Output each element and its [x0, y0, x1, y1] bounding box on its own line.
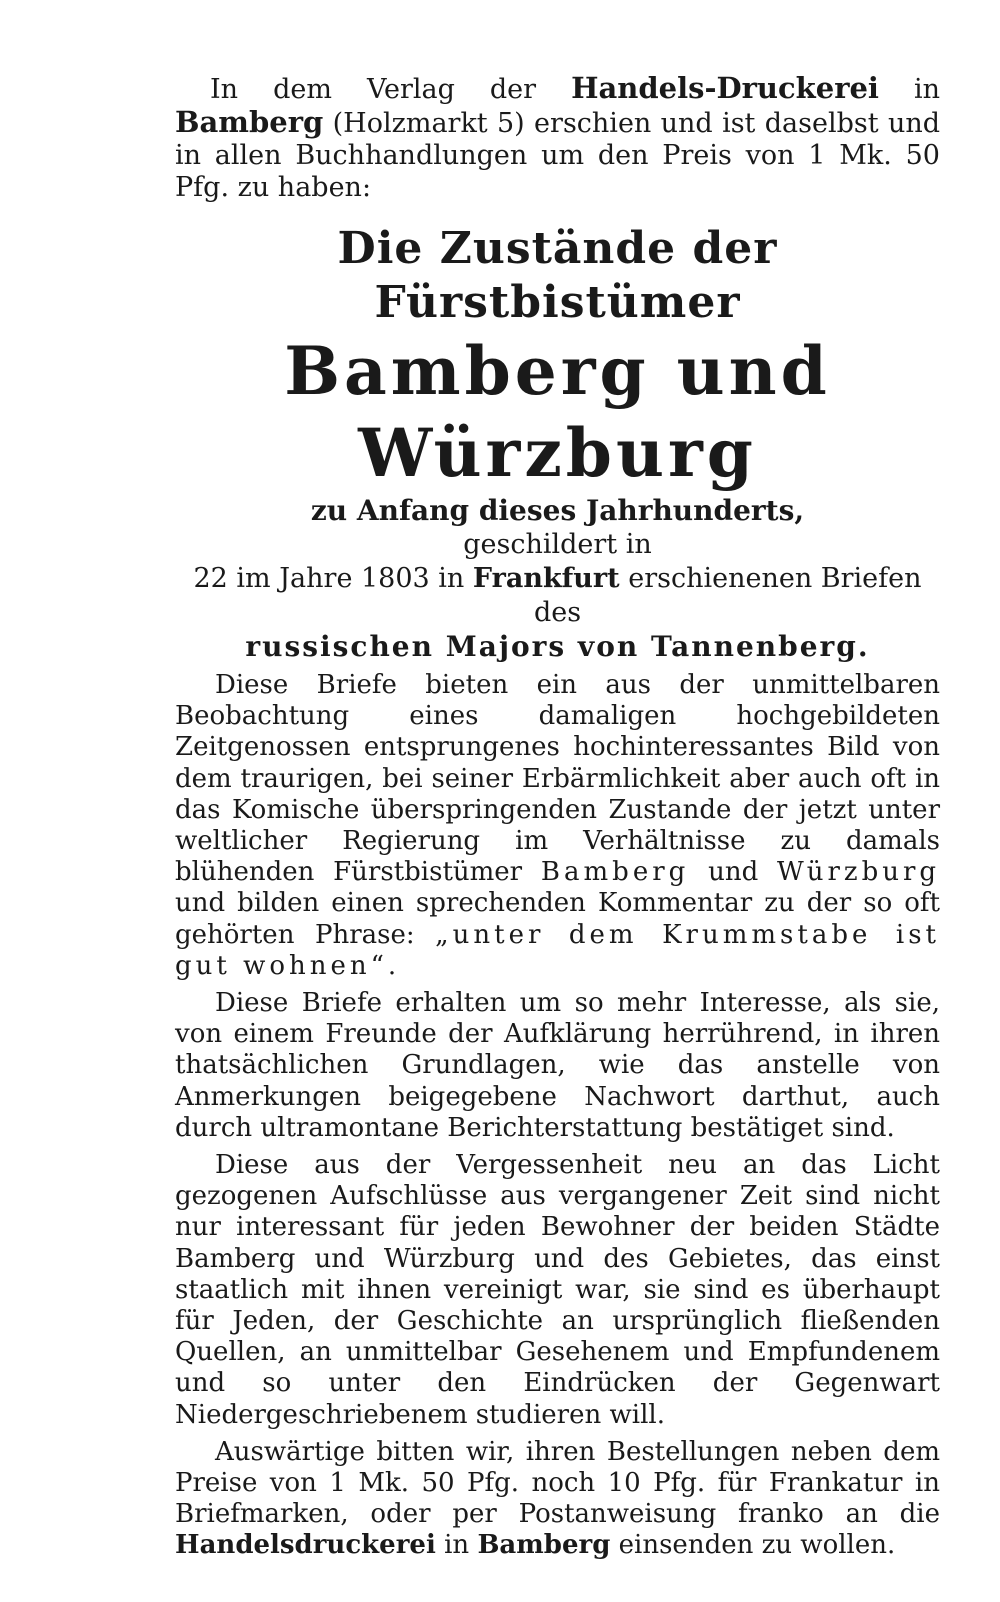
body-paragraph-4 [175, 1437, 940, 1562]
p1-text-c: und bilden einen sprechenden Kommentar zu der so oft gehörten Phrase: [175, 888, 940, 950]
p4-text-b: in [444, 1530, 470, 1561]
p1-bamberg: Bamberg [540, 857, 690, 888]
title-line-2: Bamberg und Würzburg [284, 332, 831, 492]
title-line-3: zu Anfang dieses Jahrhunderts, [310, 494, 805, 527]
title-city-frankfurt: Frankfurt [472, 563, 620, 594]
body-paragraph-2: Diese Briefe erhalten um so mehr Interesse, als sie, von einem Freunde der Aufklärung herrührend, in ihren thatsächlichen Grundlagen, wie das anstelle von Anmerkungen beigegebene Nachwort darthut, auch durch ultramontane Berichterstattung bestätiget sind. [175, 988, 940, 1143]
intro-paragraph [175, 72, 940, 204]
intro-text-1: In dem Verlag der [210, 74, 537, 105]
intro-text-3: (Holzmarkt 5) erschien und ist daselbst und in allen Buchhandlungen um den Preis von 1 Mk. 50 Pfg. zu haben: [175, 108, 941, 203]
title-line-5 [175, 562, 940, 596]
title-line-4: geschildert in [463, 529, 652, 560]
p4-text-c: einsenden zu wollen. [618, 1530, 896, 1561]
title-line-5-a: 22 im Jahre 1803 in [193, 563, 465, 594]
body-paragraph-1 [175, 670, 940, 982]
intro-text-2: in [913, 74, 940, 105]
title-line-5-c: erschienenen Briefen [628, 563, 922, 594]
publisher-name: Handels-Druckerei [571, 71, 879, 105]
title-line-6: des [533, 597, 582, 628]
title-line-7: russischen Majors von Tannenberg. [245, 630, 870, 663]
p4-publisher: Handelsdruckerei [175, 1530, 436, 1561]
p1-text-a: Diese Briefe bieten ein aus der unmittelbaren Beobachtung eines damaligen hochgebildeten Zeitgenossen entsprungenes hochinteressantes Bild von dem traurigen, bei seiner Erbärmlichkeit aber auch oft in das Komische überspringenden Zustande der jetzt unter weltlicher Regierung im Verhältnisse zu damals blühenden Fürstbistümer [175, 670, 940, 888]
p1-wuerzburg: Würzburg [777, 857, 941, 888]
title-line-1: Die Zustände der Fürstbistümer [337, 223, 778, 328]
p4-city: Bamberg [477, 1530, 611, 1561]
p1-text-b: und [708, 857, 759, 888]
city-name: Bamberg [175, 105, 324, 139]
p4-text-a: Auswärtige bitten wir, ihren Bestellungen neben dem Preise von 1 Mk. 50 Pfg. noch 10 Pfg. für Frankatur in Briefmarken, oder per Postanweisung franko an die [175, 1436, 940, 1530]
p1-quote: „unter dem Krummstabe ist gut wohnen“. [175, 919, 940, 981]
body-paragraph-3: Diese aus der Vergessenheit neu an das Licht gezogenen Aufschlüsse aus vergangener Zeit sind nicht nur interessant für jeden Bewohner der beiden Städte Bamberg und Würzburg und des Gebietes, das einst staatlich mit ihnen vereinigt war, sie sind es überhaupt für Jeden, der Geschichte an ursprünglich fließenden Quellen, an unmittelbar Gesehenem und Empfundenem und so unter den Eindrücken der Gegenwart Niedergeschriebenem studieren will. [175, 1150, 940, 1430]
